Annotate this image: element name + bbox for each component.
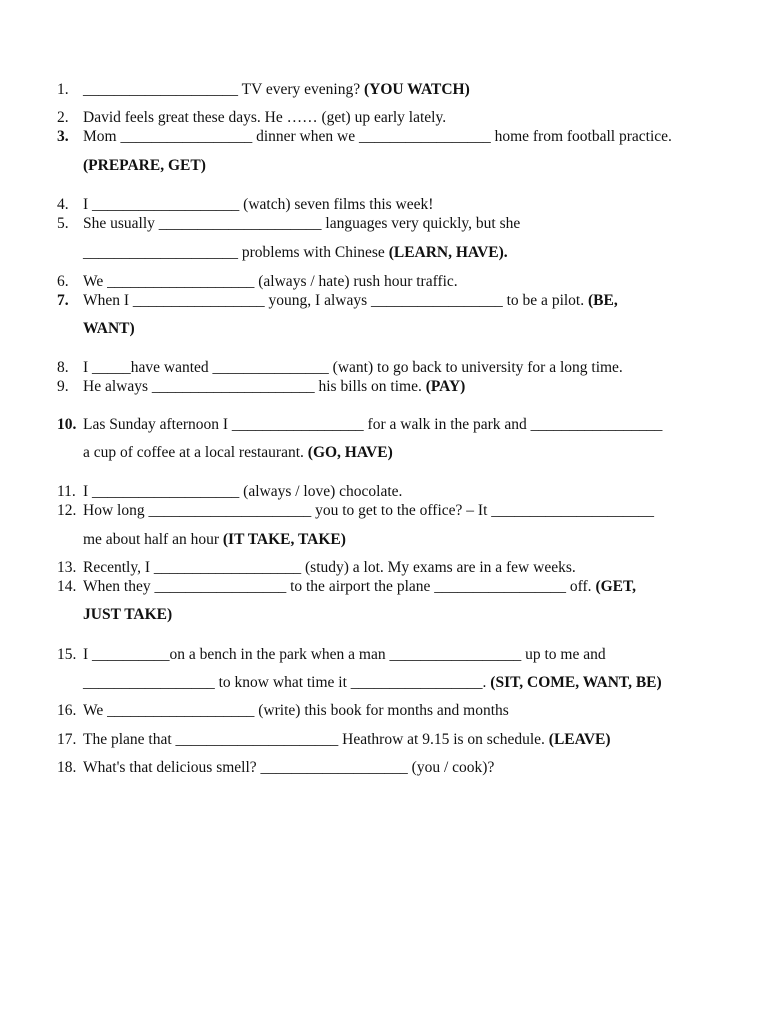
sentence-text: The plane that _____________________ Heathrow at 9.15 is on schedule.	[83, 731, 549, 748]
exercise-number: 14.	[57, 578, 77, 595]
sentence-text: He always _____________________ his bills on time.	[83, 378, 426, 395]
sentence-text: ____________________ TV every evening?	[83, 81, 364, 98]
exercise-line	[0, 415, 768, 435]
verb-hint: (LEARN, HAVE).	[388, 244, 508, 261]
exercise-line	[0, 243, 768, 263]
exercise-line	[0, 358, 768, 378]
sentence-text: me about half an hour	[83, 531, 223, 548]
exercise-number: 11.	[57, 483, 76, 500]
verb-hint: (BE,	[587, 292, 618, 309]
exercise-text	[83, 577, 636, 597]
exercise-text	[83, 156, 206, 176]
exercise-text	[83, 377, 465, 397]
exercise-line	[0, 482, 768, 502]
sentence-text: ____________________ problems with Chinese	[83, 244, 389, 261]
exercise-text	[83, 758, 494, 778]
exercise-number: 17.	[57, 731, 77, 748]
exercise-line	[0, 319, 768, 339]
verb-hint: WANT)	[83, 320, 135, 337]
exercise-number: 15.	[57, 646, 77, 663]
sentence-text: I ___________________ (always / love) chocolate.	[83, 483, 403, 500]
exercise-number: 16.	[57, 702, 77, 719]
exercise-number: 7.	[57, 292, 69, 309]
exercise-text	[83, 243, 508, 263]
exercise-text	[83, 319, 135, 339]
sentence-text: a cup of coffee at a local restaurant.	[83, 444, 308, 461]
exercise-number: 2.	[57, 109, 69, 126]
exercise-text	[83, 605, 172, 625]
exercise-text	[83, 358, 623, 378]
exercise-line	[0, 127, 768, 147]
exercise-line	[0, 673, 768, 693]
sentence-text: We ___________________ (always / hate) rush hour traffic.	[83, 273, 458, 290]
exercise-line	[0, 701, 768, 721]
verb-hint: (YOU WATCH)	[363, 81, 470, 98]
verb-hint: (GO, HAVE)	[307, 444, 393, 461]
exercise-number: 13.	[57, 559, 77, 576]
verb-hint: (PAY)	[425, 378, 466, 395]
exercise-number: 6.	[57, 273, 69, 290]
sentence-text: I __________on a bench in the park when a man _________________ up to me and	[83, 646, 606, 663]
sentence-text: Recently, I ___________________ (study) a lot. My exams are in a few weeks.	[83, 559, 576, 576]
verb-hint: (LEAVE)	[548, 731, 611, 748]
exercise-number: 9.	[57, 378, 69, 395]
sentence-text: When I _________________ young, I always _________________ to be a pilot.	[83, 292, 588, 309]
exercise-text	[83, 291, 618, 311]
verb-hint: JUST TAKE)	[83, 606, 173, 623]
exercise-line	[0, 730, 768, 750]
sentence-text: She usually _____________________ languages very quickly, but she	[83, 215, 521, 232]
sentence-text: Mom _________________ dinner when we _________________ home from football practice.	[83, 128, 672, 145]
exercise-text	[83, 701, 509, 721]
verb-hint: (PREPARE, GET)	[83, 157, 206, 174]
exercise-line	[0, 156, 768, 176]
exercise-number: 5.	[57, 215, 69, 232]
sentence-text: How long _____________________ you to get to the office? – It _____________________	[83, 502, 655, 519]
sentence-text: David feels great these days. He …… (get) up early lately.	[83, 109, 447, 126]
exercise-text	[83, 530, 346, 550]
verb-hint: (GET,	[595, 578, 637, 595]
exercise-text	[83, 645, 606, 665]
exercise-line	[0, 291, 768, 311]
exercise-number: 12.	[57, 502, 77, 519]
exercise-text	[83, 482, 402, 502]
sentence-text: We ___________________ (write) this book for months and months	[83, 702, 509, 719]
exercise-text	[83, 272, 458, 292]
exercise-text	[83, 214, 520, 234]
exercise-text	[83, 127, 672, 147]
exercise-text	[83, 80, 470, 100]
exercise-line	[0, 645, 768, 665]
exercise-line	[0, 558, 768, 578]
exercise-text	[83, 415, 662, 435]
exercise-text	[83, 443, 393, 463]
exercise-line	[0, 108, 768, 128]
exercise-text	[83, 108, 446, 128]
exercise-text	[83, 501, 654, 521]
exercise-text	[83, 195, 433, 215]
exercise-line	[0, 377, 768, 397]
exercise-line	[0, 577, 768, 597]
verb-hint: (SIT, COME, WANT, BE)	[490, 674, 662, 691]
exercise-line	[0, 530, 768, 550]
exercise-line	[0, 80, 768, 100]
exercise-text	[83, 673, 662, 693]
verb-hint: (IT TAKE, TAKE)	[222, 531, 346, 548]
sentence-text: When they _________________ to the airport the plane _________________ off.	[83, 578, 596, 595]
exercise-number: 3.	[57, 128, 69, 145]
sentence-text: What's that delicious smell? ___________________ (you / cook)?	[83, 759, 495, 776]
exercise-line	[0, 272, 768, 292]
sentence-text: _________________ to know what time it _________________.	[83, 674, 491, 691]
exercise-line	[0, 214, 768, 234]
exercise-number: 10.	[57, 416, 77, 433]
exercise-number: 8.	[57, 359, 69, 376]
exercise-line	[0, 501, 768, 521]
exercise-line	[0, 605, 768, 625]
exercise-number: 1.	[57, 81, 69, 98]
exercise-number: 18.	[57, 759, 77, 776]
sentence-text: I _____have wanted _______________ (want) to go back to university for a long time.	[83, 359, 623, 376]
sentence-text: Las Sunday afternoon I _________________ for a walk in the park and _________________	[83, 416, 663, 433]
exercise-line	[0, 443, 768, 463]
exercise-text	[83, 730, 611, 750]
exercise-number: 4.	[57, 196, 69, 213]
exercise-line	[0, 758, 768, 778]
exercise-text	[83, 558, 576, 578]
exercise-line	[0, 195, 768, 215]
sentence-text: I ___________________ (watch) seven films this week!	[83, 196, 434, 213]
